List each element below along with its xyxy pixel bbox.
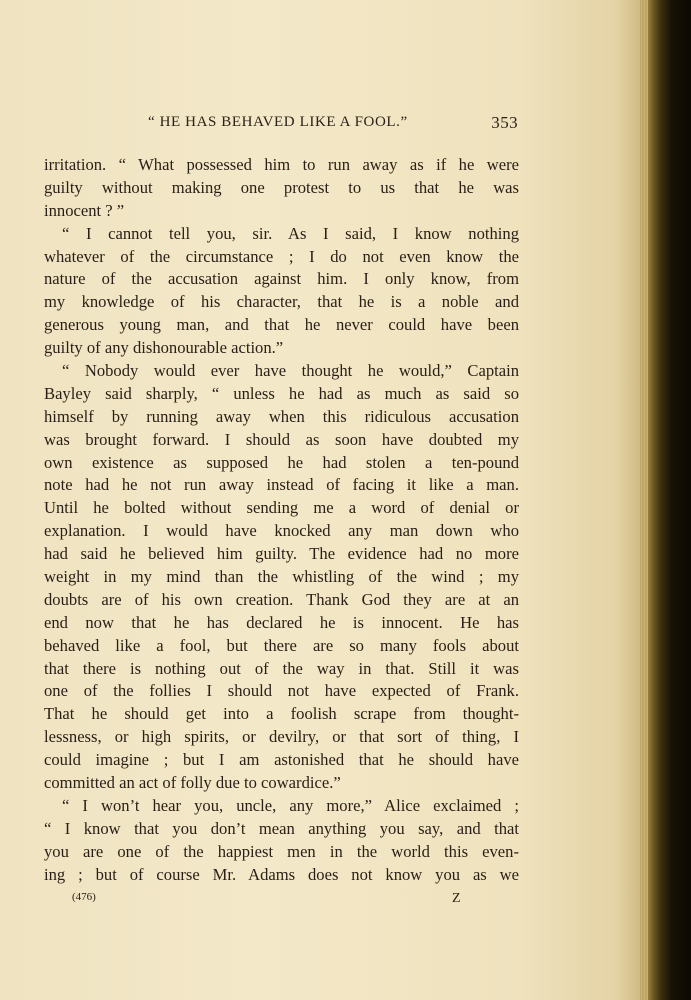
text-line: “ Nobody would ever have thought he would,” Captain <box>62 361 519 381</box>
page-footer <box>44 891 519 911</box>
text-line: “ I cannot tell you, sir. As I said, I know nothing <box>62 223 519 243</box>
text-line: ing ; but of course Mr. Adams does not know you as we <box>44 864 519 884</box>
print-code: (476) <box>72 891 96 903</box>
text-line: Until he bolted without sending me a word of denial or <box>44 498 519 518</box>
text-line: “ I won’t hear you, uncle, any more,” Alice exclaimed ; <box>62 795 519 815</box>
text-line: own existence as supposed he had stolen a ten-pound <box>44 452 519 472</box>
running-title: “ HE HAS BEHAVED LIKE A FOOL.” <box>148 114 408 130</box>
text-line: whatever of the circumstance ; I do not even know the <box>44 246 519 266</box>
text-line: nature of the accusation against him. I only know, from <box>44 269 519 289</box>
signature-mark: Z <box>452 891 461 906</box>
running-head <box>44 114 518 136</box>
text-line: That he should get into a foolish scrape from thought- <box>44 704 519 724</box>
text-line: that there is nothing out of the way in that. Still it was <box>44 658 519 678</box>
text-line: committed an act of folly due to cowardice.” <box>44 773 341 793</box>
text-line: guilty of any dishonourable action.” <box>44 338 284 358</box>
text-line: lessness, or high spirits, or devilry, or that sort of thing, I <box>44 727 519 747</box>
text-line: generous young man, and that he never could have been <box>44 315 519 335</box>
text-line: explanation. I would have knocked any man down who <box>44 521 519 541</box>
text-line: weight in my mind than the whistling of the wind ; my <box>44 567 519 587</box>
text-line: had said he believed him guilty. The evidence had no more <box>44 544 519 564</box>
text-line: could imagine ; but I am astonished that he should have <box>44 750 519 770</box>
text-line: irritation. “ What possessed him to run away as if he were <box>44 155 519 174</box>
book-spine <box>648 0 691 1000</box>
text-line: was brought forward. I should as soon have doubted my <box>44 429 519 449</box>
text-line: “ I know that you don’t mean anything you say, and that <box>44 818 519 838</box>
text-line: one of the follies I should not have expected of Frank. <box>44 681 519 701</box>
text-line: note had he not run away instead of facing it like a man. <box>44 475 519 495</box>
text-line: innocent ? ” <box>44 200 125 220</box>
text-line: guilty without making one protest to us that he was <box>44 177 519 197</box>
text-line: himself by running away when this ridiculous accusation <box>44 406 519 426</box>
text-line: end now that he has declared he is innocent. He has <box>44 612 519 632</box>
text-line: my knowledge of his character, that he is a noble and <box>44 292 519 312</box>
text-line: you are one of the happiest men in the world this even- <box>44 841 519 861</box>
body-text <box>44 154 519 887</box>
page-number: 353 <box>491 113 518 132</box>
text-line: doubts are of his own creation. Thank God they are at an <box>44 589 519 609</box>
text-line: behaved like a fool, but there are so many fools about <box>44 635 519 655</box>
text-line: Bayley said sharply, “ unless he had as much as said so <box>44 383 519 403</box>
